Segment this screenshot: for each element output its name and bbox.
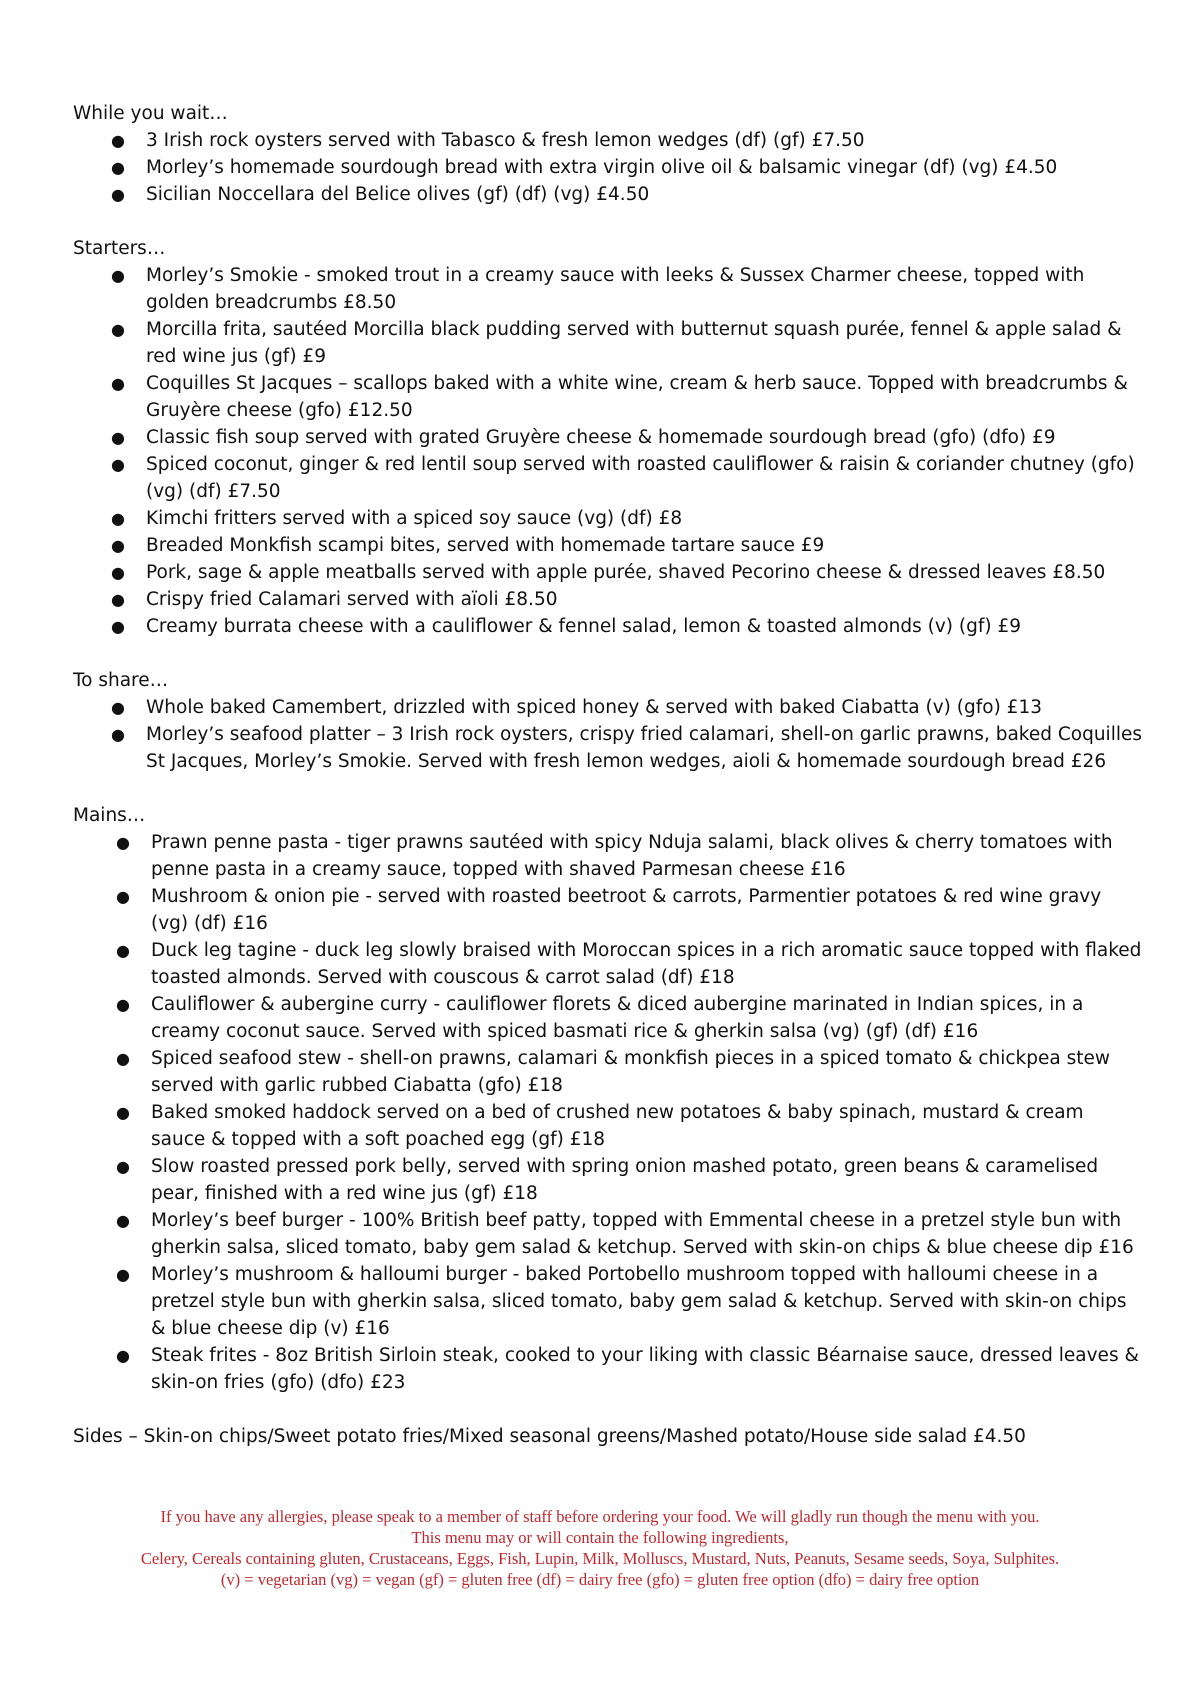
menu-item <box>73 370 1143 424</box>
bullet-icon: ● <box>111 374 125 393</box>
menu-item-text: Breaded Monkfish scampi bites, served with homemade tartare sauce £9 <box>146 535 825 556</box>
menu-item <box>73 694 1143 721</box>
bullet-icon: ● <box>111 158 125 177</box>
menu-list <box>73 127 1143 208</box>
menu-item-text: Classic fish soup served with grated Gruyère cheese & homemade sourdough bread (gfo) (dfo) £9 <box>146 427 1056 448</box>
menu-item <box>73 316 1143 370</box>
section-spacer <box>73 208 1143 235</box>
bullet-icon: ● <box>111 617 125 636</box>
bullet-icon: ● <box>111 698 125 717</box>
menu-item-text: Creamy burrata cheese with a cauliflower & fennel salad, lemon & toasted almonds (v) (gf) £9 <box>146 616 1022 637</box>
bullet-icon: ● <box>111 590 125 609</box>
section-mains <box>73 802 1143 1396</box>
menu-item-text: Cauliflower & aubergine curry - cauliflower florets & diced aubergine marinated in Indian spices, in a creamy coconut sauce. Served with spiced basmati rice & gherkin salsa (vg) (gf) (df) £16 <box>151 994 1084 1042</box>
section-heading: While you wait… <box>73 103 228 124</box>
bullet-icon: ● <box>116 1049 130 1068</box>
menu-item-text: Kimchi fritters served with a spiced soy sauce (vg) (df) £8 <box>146 508 683 529</box>
menu-item <box>73 424 1143 451</box>
menu-item-text: Morley’s beef burger - 100% British beef patty, topped with Emmental cheese in a pretzel style bun with gherkin salsa, sliced tomato, baby gem salad & ketchup. Served with skin-on chips & blue cheese dip £16 <box>151 1210 1134 1258</box>
section-heading: To share… <box>73 670 169 691</box>
menu-item-text: Morley’s seafood platter – 3 Irish rock oysters, crispy fried calamari, shell-on garlic prawns, baked Coquilles St Jacques, Morley’s Smokie. Served with fresh lemon wedges, aioli & homemade sourdough bread £26 <box>146 724 1142 772</box>
menu-item <box>73 1207 1143 1261</box>
section-spacer <box>73 640 1143 667</box>
allergy-line-2: This menu may or will contain the following ingredients, <box>411 1528 789 1547</box>
menu-list <box>73 829 1143 1396</box>
menu-item-text: Prawn penne pasta - tiger prawns sautéed with spicy Nduja salami, black olives & cherry tomatoes with penne pasta in a creamy sauce, topped with shaved Parmesan cheese £16 <box>151 832 1113 880</box>
bullet-icon: ● <box>116 1211 130 1230</box>
menu-item <box>73 1261 1143 1342</box>
menu-item-text: 3 Irish rock oysters served with Tabasco & fresh lemon wedges (df) (gf) £7.50 <box>146 130 865 151</box>
menu-item <box>73 127 1143 154</box>
menu-content <box>73 100 1143 1450</box>
bullet-icon: ● <box>116 833 130 852</box>
bullet-icon: ● <box>111 320 125 339</box>
menu-item <box>73 154 1143 181</box>
section-starters <box>73 235 1143 640</box>
menu-item-text: Spiced coconut, ginger & red lentil soup served with roasted cauliflower & raisin & coriander chutney (gfo) (vg) (df) £7.50 <box>146 454 1135 502</box>
menu-item <box>73 505 1143 532</box>
allergy-line-3: Celery, Cereals containing gluten, Crustaceans, Eggs, Fish, Lupin, Milk, Molluscs, Mustard, Nuts, Peanuts, Sesame seeds, Soya, Sulphites. <box>140 1549 1060 1568</box>
menu-item <box>73 991 1143 1045</box>
section-heading: Starters… <box>73 238 166 259</box>
bullet-icon: ● <box>116 941 130 960</box>
menu-item-text: Slow roasted pressed pork belly, served with spring onion mashed potato, green beans & caramelised pear, finished with a red wine jus (gf) £18 <box>151 1156 1099 1204</box>
menu-list <box>73 262 1143 640</box>
bullet-icon: ● <box>111 725 125 744</box>
menu-item <box>73 721 1143 775</box>
menu-item-text: Pork, sage & apple meatballs served with apple purée, shaved Pecorino cheese & dressed leaves £8.50 <box>146 562 1106 583</box>
menu-item <box>73 451 1143 505</box>
menu-item-text: Duck leg tagine - duck leg slowly braised with Moroccan spices in a rich aromatic sauce topped with flaked toasted almonds. Served with couscous & carrot salad (df) £18 <box>151 940 1142 988</box>
menu-item-text: Morley’s homemade sourdough bread with extra virgin olive oil & balsamic vinegar (df) (vg) £4.50 <box>146 157 1058 178</box>
section-to-share <box>73 667 1143 775</box>
menu-item <box>73 559 1143 586</box>
menu-item-text: Mushroom & onion pie - served with roasted beetroot & carrots, Parmentier potatoes & red wine gravy (vg) (df) £16 <box>151 886 1102 934</box>
section-heading: Mains… <box>73 805 146 826</box>
menu-item <box>73 1342 1143 1396</box>
allergy-notice <box>100 1506 1100 1590</box>
menu-item <box>73 1045 1143 1099</box>
menu-item-text: Sicilian Noccellara del Belice olives (gf) (df) (vg) £4.50 <box>146 184 650 205</box>
menu-item-text: Baked smoked haddock served on a bed of crushed new potatoes & baby spinach, mustard & cream sauce & topped with a soft poached egg (gf) £18 <box>151 1102 1084 1150</box>
bullet-icon: ● <box>111 131 125 150</box>
menu-item <box>73 532 1143 559</box>
bullet-icon: ● <box>116 1103 130 1122</box>
sides-line: Sides – Skin-on chips/Sweet potato fries/Mixed seasonal greens/Mashed potato/House side salad £4.50 <box>73 1426 1026 1447</box>
bullet-icon: ● <box>111 266 125 285</box>
menu-list <box>73 694 1143 775</box>
menu-item-text: Whole baked Camembert, drizzled with spiced honey & served with baked Ciabatta (v) (gfo) £13 <box>146 697 1042 718</box>
bullet-icon: ● <box>111 455 125 474</box>
menu-item <box>73 1153 1143 1207</box>
menu-item-text: Steak frites - 8oz British Sirloin steak, cooked to your liking with classic Béarnaise sauce, dressed leaves & skin-on fries (gfo) (dfo) £23 <box>151 1345 1139 1393</box>
bullet-icon: ● <box>111 563 125 582</box>
menu-item <box>73 883 1143 937</box>
bullet-icon: ● <box>111 185 125 204</box>
bullet-icon: ● <box>116 887 130 906</box>
menu-item-text: Coquilles St Jacques – scallops baked with a white wine, cream & herb sauce. Topped with breadcrumbs & Gruyère cheese (gfo) £12.50 <box>146 373 1128 421</box>
allergy-line-1: If you have any allergies, please speak to a member of staff before ordering your food. We will gladly run though the menu with you. <box>160 1507 1040 1526</box>
menu-item <box>73 937 1143 991</box>
bullet-icon: ● <box>111 509 125 528</box>
bullet-icon: ● <box>116 1157 130 1176</box>
bullet-icon: ● <box>116 1265 130 1284</box>
bullet-icon: ● <box>111 536 125 555</box>
menu-item <box>73 829 1143 883</box>
section-spacer <box>73 1396 1143 1423</box>
section-while-you-wait <box>73 100 1143 208</box>
menu-item <box>73 181 1143 208</box>
allergy-line-4: (v) = vegetarian (vg) = vegan (gf) = gluten free (df) = dairy free (gfo) = gluten free option (dfo) = dairy free option <box>220 1570 980 1589</box>
menu-item <box>73 1099 1143 1153</box>
menu-item <box>73 613 1143 640</box>
menu-item-text: Spiced seafood stew - shell-on prawns, calamari & monkfish pieces in a spiced tomato & chickpea stew served with garlic rubbed Ciabatta (gfo) £18 <box>151 1048 1110 1096</box>
menu-item-text: Morley’s mushroom & halloumi burger - baked Portobello mushroom topped with halloumi cheese in a pretzel style bun with gherkin salsa, sliced tomato, baby gem salad & ketchup. Served with skin-on chips & blue cheese dip (v) £16 <box>151 1264 1127 1339</box>
bullet-icon: ● <box>116 1346 130 1365</box>
bullet-icon: ● <box>116 995 130 1014</box>
menu-item-text: Crispy fried Calamari served with aïoli £8.50 <box>146 589 558 610</box>
menu-item <box>73 586 1143 613</box>
menu-item-text: Morley’s Smokie - smoked trout in a creamy sauce with leeks & Sussex Charmer cheese, topped with golden breadcrumbs £8.50 <box>146 265 1085 313</box>
menu-item-text: Morcilla frita, sautéed Morcilla black pudding served with butternut squash purée, fennel & apple salad & red wine jus (gf) £9 <box>146 319 1122 367</box>
section-spacer <box>73 775 1143 802</box>
bullet-icon: ● <box>111 428 125 447</box>
menu-item <box>73 262 1143 316</box>
